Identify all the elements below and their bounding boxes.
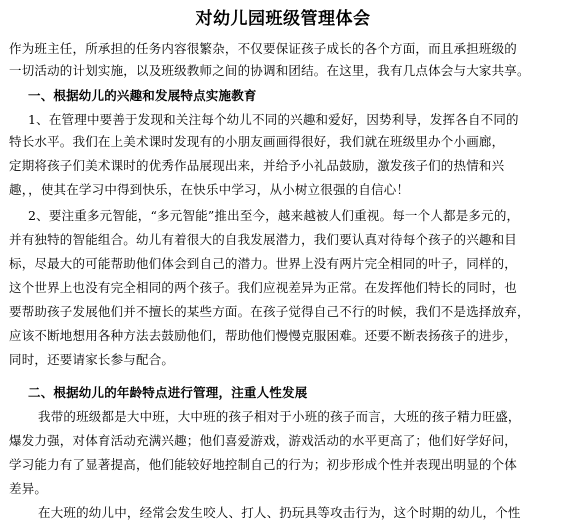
paragraph-line: 应该不断地想用各种方法去鼓励他们，帮助他们慢慢克服困难。还要不断表扬孩子的进步， [9, 328, 518, 343]
paragraph-line: 1、在管理中要善于发现和关注每个幼儿不同的兴趣和爱好，因势利导，发挥各自不同的 [28, 112, 519, 127]
section-heading: 二、根据幼儿的年龄特点进行管理，注重人性发展 [28, 385, 308, 400]
intro-line: 一切活动的计划实施，以及班级教师之间的协调和团结。在这里，我有几点体会与大家共享。 [9, 63, 530, 78]
paragraph-line: 差异。 [9, 481, 48, 496]
paragraph-line: 特长水平。我们在上美术课时发现有的小朋友画画得很好，我们就在班级里办个小画廊， [9, 134, 505, 149]
paragraph-line: 同时，还要请家长参与配合。 [9, 352, 175, 367]
paragraph-line: 在大班的幼儿中，经常会发生咬人、打人、扔玩具等攻击行为，这个时期的幼儿，个性 [38, 505, 521, 520]
paragraph-line: 我带的班级都是大中班，大中班的孩子相对于小班的孩子而言，大班的孩子精力旺盛， [38, 409, 521, 424]
paragraph-line: 定期将孩子们美术课时的优秀作品展现出来，并给予小礼品鼓励，激发孩子们的热情和兴 [9, 158, 505, 173]
paragraph-line: 爆发力强，对体育活动充满兴趣；他们喜爱游戏，游戏活动的水平更高了；他们好学好问， [9, 433, 518, 448]
paragraph-line: 要帮助孩子发展他们并不擅长的某些方面。在孩子觉得自己不行的时候，我们不是选择放弃， [9, 304, 530, 319]
paragraph-line: 标，尽最大的可能帮助他们体会到自己的潜力。世界上没有两片完全相同的叶子，同样的， [9, 256, 518, 271]
paragraph-line: 学习能力有了显著提高，他们能较好地控制自己的行为；初步形成个性并表现出明显的个体 [9, 457, 518, 472]
paragraph-line: 2、要注重多元智能，“多元智能”推出至今，越来越被人们重视。每一个人都是多元的， [28, 208, 520, 223]
document-title: 对幼儿园班级管理体会 [195, 9, 371, 29]
intro-line: 作为班主任，所承担的任务内容很繁杂，不仅要保证孩子成长的各个方面，而且承担班级的 [9, 41, 518, 56]
paragraph-line: 并有独特的智能组合。幼儿有着很大的自我发展潜力，我们要认真对待每个孩子的兴趣和目 [9, 232, 518, 247]
paragraph-line: 趣，，使其在学习中得到快乐，在快乐中学习，从小树立很强的自信心！ [9, 182, 410, 197]
section-heading: 一、根据幼儿的兴趣和发展特点实施教育 [28, 88, 257, 103]
paragraph-line: 这个世界上也没有完全相同的两个孩子。我们应视差异为正常。在发挥他们特长的同时，也 [9, 280, 518, 295]
